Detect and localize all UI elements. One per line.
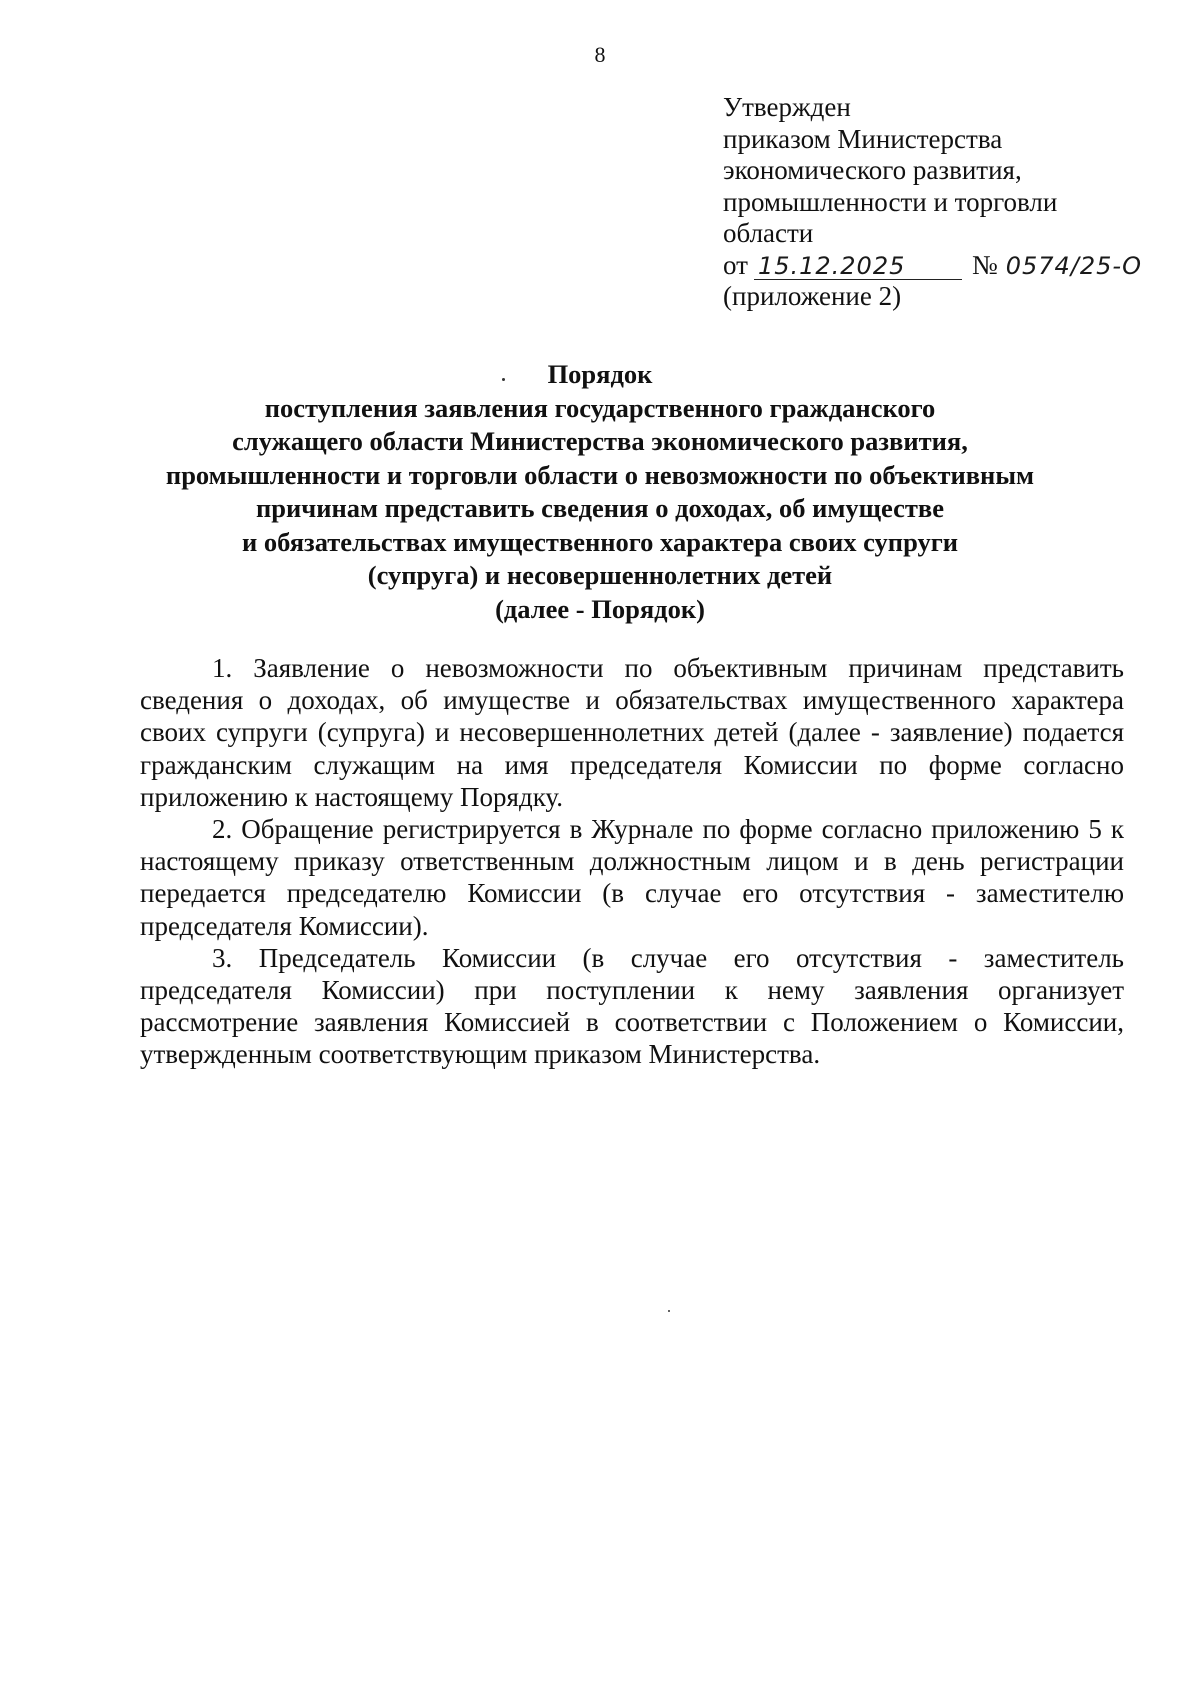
handwritten-order-number: 0574/25-О xyxy=(1005,251,1142,280)
title-line: (далее - Порядок) xyxy=(495,593,705,624)
handwritten-date: 15.12.2025 xyxy=(754,253,962,280)
approval-line: области xyxy=(723,218,814,248)
number-sign: № xyxy=(971,249,998,280)
order-date-number-line xyxy=(723,250,1183,282)
page-number: 8 xyxy=(594,42,606,67)
document-body xyxy=(140,652,1124,1071)
approval-line: приказом Министерства xyxy=(723,123,1003,154)
title-heading: Порядок xyxy=(547,359,653,389)
date-prefix: от xyxy=(723,249,748,280)
paragraph-3: 3. Председатель Комиссии (в случае его отсутствия - заместитель председателя Комиссии) при поступлении к нему заявления организует рассмотрение заявления Комиссией в соответствии с Положением о Комиссии, утвержденным соответствующим приказом Министерства. xyxy=(140,942,1124,1070)
paragraph-1: 1. Заявление о невозможности по объективным причинам представить сведения о доходах, об имуществе и обязательствах имущественного характера своих супруги (супруга) и несовершеннолетних детей (далее - заявление) подается гражданским служащим на имя председателя Комиссии по форме согласно приложению к настоящему Порядку. xyxy=(140,653,1124,812)
title-line: промышленности и торговли области о невозможности по объективным xyxy=(165,459,1035,490)
title-line: причинам представить сведения о доходах, об имуществе xyxy=(255,493,944,523)
title-line: и обязательствах имущественного характера своих супруги xyxy=(241,526,959,557)
approval-line: промышленности и торговли xyxy=(723,186,1058,217)
title-line: поступления заявления государственного гражданского xyxy=(264,392,936,423)
title-line: служащего области Министерства экономического развития, xyxy=(232,426,968,456)
title-line: (супруга) и несовершеннолетних детей xyxy=(367,560,833,590)
document-title xyxy=(0,358,1200,626)
paragraph-2: 2. Обращение регистрируется в Журнале по форме согласно приложению 5 к настоящему приказу ответственным должностным лицом и в день регистрации передается председателю Комиссии (в случае его отсутствия - заместителю председателя Комиссии). xyxy=(140,814,1124,941)
approval-line: экономического развития, xyxy=(723,155,1022,185)
appendix-label: (приложение 2) xyxy=(723,281,902,311)
approval-block xyxy=(723,92,1183,313)
stray-mark xyxy=(668,1310,670,1312)
approval-line: Утвержден xyxy=(723,92,851,122)
